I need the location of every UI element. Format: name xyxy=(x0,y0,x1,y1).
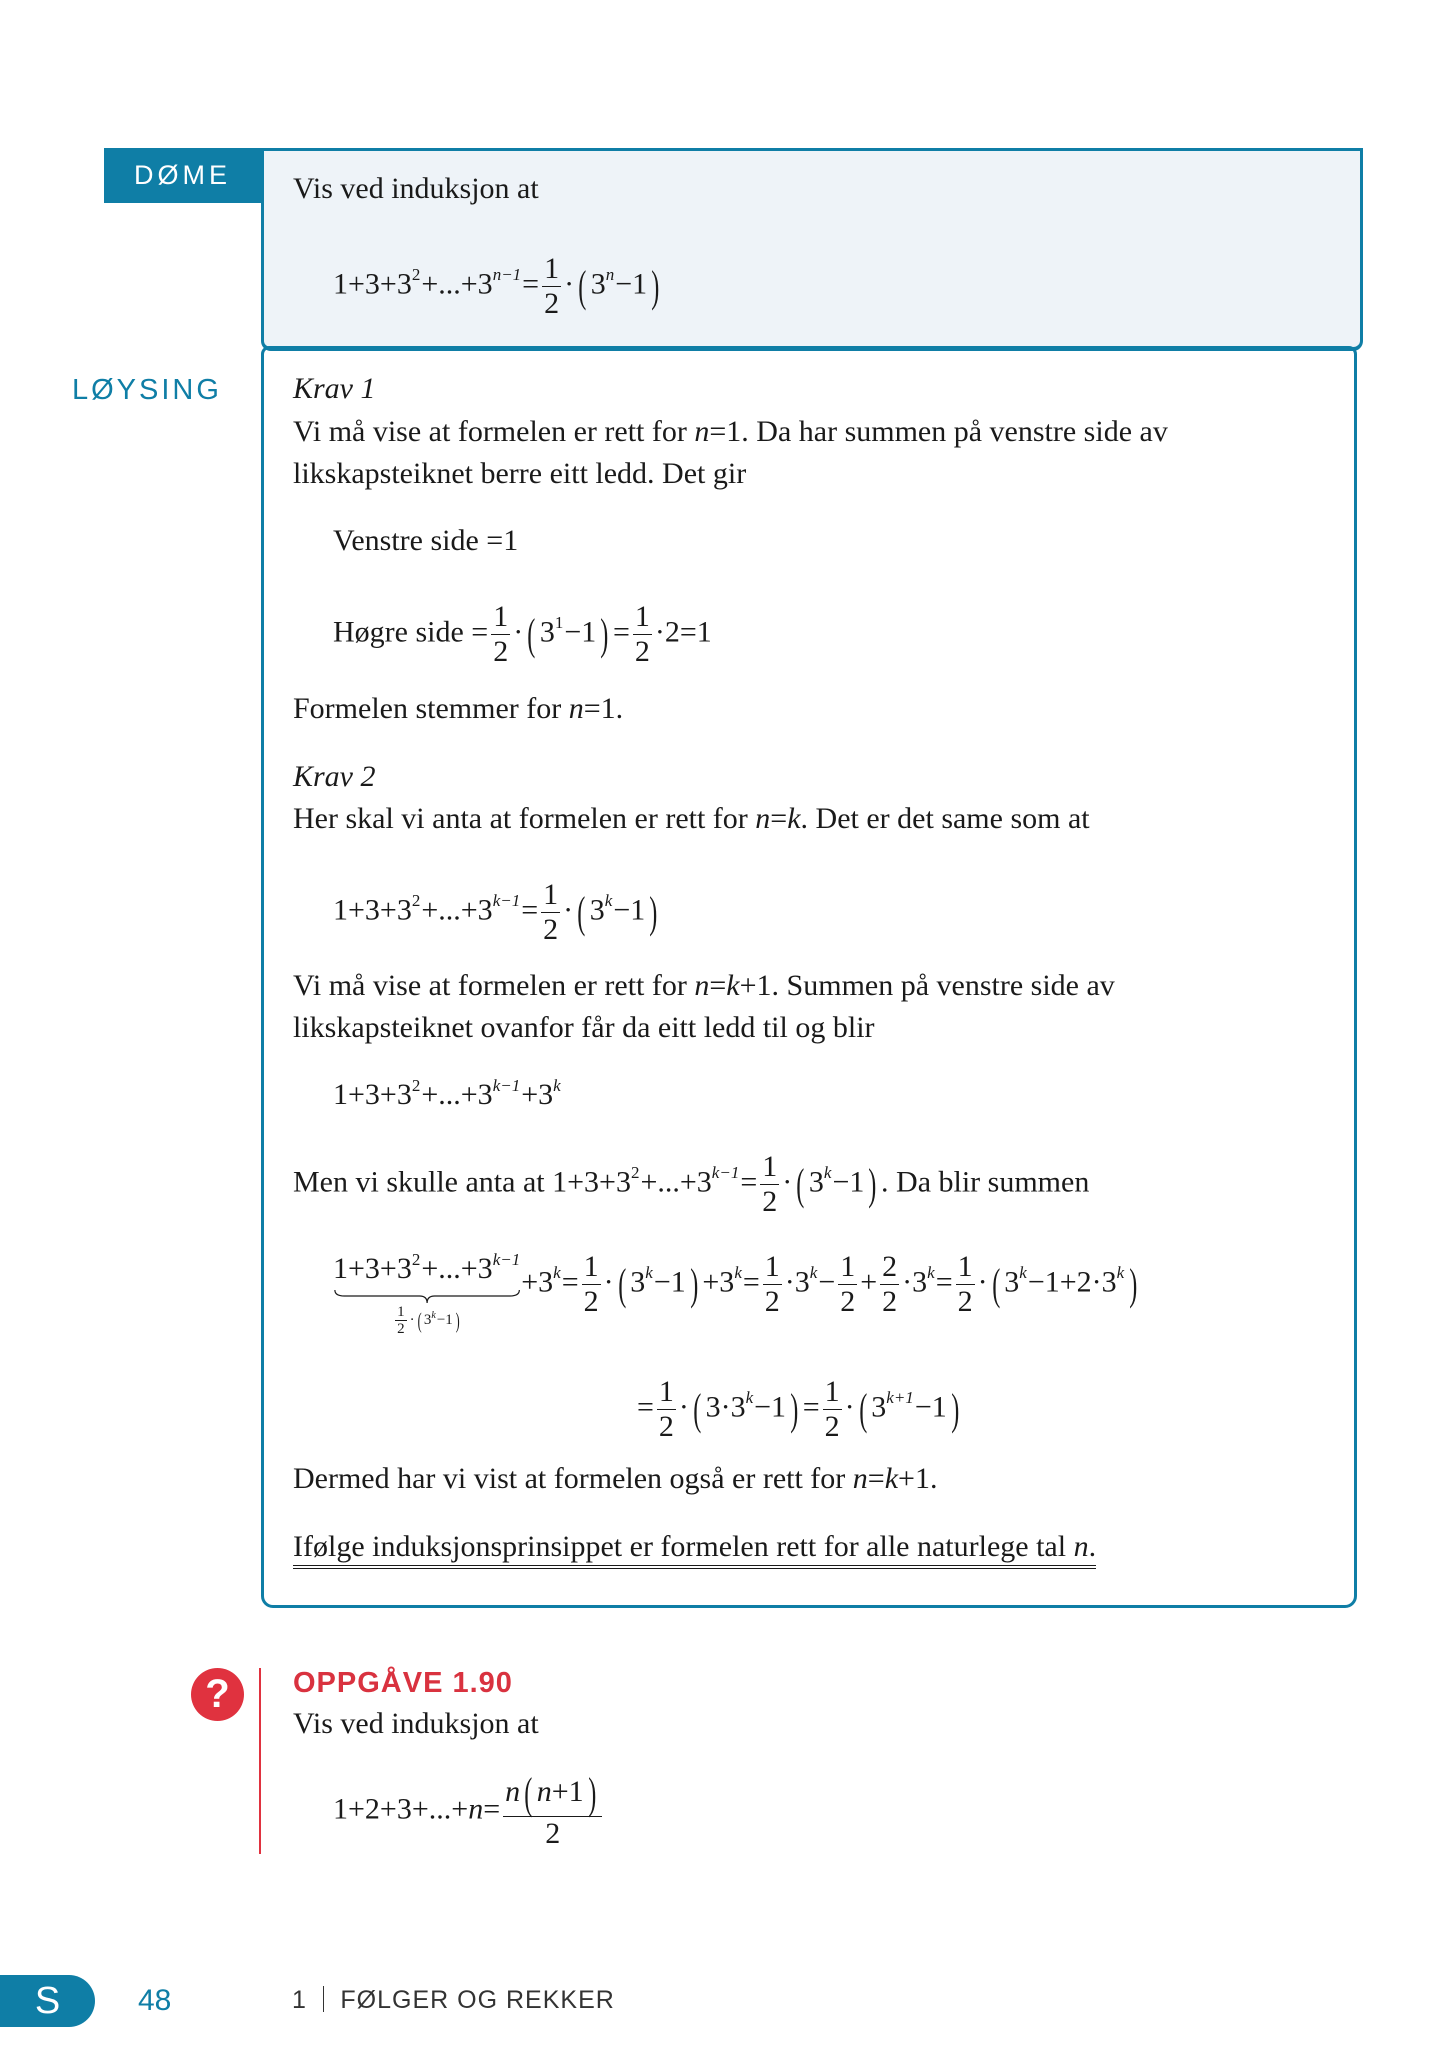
text-run: = xyxy=(740,1165,758,1199)
fraction xyxy=(541,878,560,947)
text-run: =1. Da har summen på venstre side av xyxy=(709,415,1168,448)
text-run: Vi må vise at formelen er rett for xyxy=(293,969,695,1002)
text-run: 1 xyxy=(957,1250,973,1283)
math-variable: k xyxy=(787,802,801,835)
exponent: k xyxy=(431,1309,436,1321)
exponent: 2 xyxy=(411,1250,421,1269)
text-run: 1 xyxy=(634,600,650,633)
text-run: 1+3+3 xyxy=(333,1078,412,1111)
text-run: 2 xyxy=(544,287,560,320)
text-run: =1. xyxy=(583,692,624,725)
parenthesis: ) xyxy=(1129,1259,1138,1309)
math-variable: Krav 2 xyxy=(293,760,376,793)
text-run: Vis ved induksjon at xyxy=(293,1707,539,1740)
parenthesis: ( xyxy=(524,1769,533,1818)
fraction xyxy=(763,1250,782,1319)
denominator xyxy=(659,1410,674,1444)
text-run: 2 xyxy=(658,1410,674,1443)
text-run: 2 xyxy=(762,1185,778,1218)
text-run: 1 xyxy=(762,1150,778,1183)
fraction xyxy=(633,600,652,669)
text-run: 3 xyxy=(630,1265,646,1299)
text-run: −1 xyxy=(613,893,646,927)
denominator xyxy=(958,1285,973,1319)
parenthesis: ( xyxy=(617,1259,626,1309)
text-run: Ifølge induksjonsprinsippet er formelen rett for alle naturlege tal xyxy=(293,1530,1074,1563)
text-run: Formelen stemmer for xyxy=(293,692,569,725)
fraction xyxy=(542,252,561,321)
text-run: 2 xyxy=(882,1285,898,1318)
text-run: likskapsteiknet berre eitt ledd. Det gir xyxy=(293,457,747,490)
text-run: · xyxy=(678,1390,689,1424)
text-run: +...+3 xyxy=(421,1078,493,1111)
text-run: 3 xyxy=(589,893,605,927)
chapter-title: FØLGER OG REKKER xyxy=(340,1986,615,2014)
text-run: 3 xyxy=(808,1165,824,1199)
math-variable: n xyxy=(694,415,710,448)
example-formula xyxy=(333,252,664,321)
formula-derivation-cont xyxy=(637,1375,963,1444)
text-run: · xyxy=(782,1165,793,1199)
text-run: = xyxy=(522,267,540,301)
numerator xyxy=(956,1250,975,1285)
parenthesis: ( xyxy=(693,1384,702,1434)
example-intro xyxy=(293,170,539,208)
left-side-eq xyxy=(333,522,518,560)
denominator xyxy=(840,1285,855,1319)
exponent: k xyxy=(823,1163,832,1183)
exponent: 2 xyxy=(411,265,421,285)
paragraph-line xyxy=(293,1009,875,1047)
text-run: = xyxy=(561,1265,579,1299)
text-run: 1+3+3 xyxy=(333,267,412,301)
text-run: = xyxy=(770,802,788,835)
text-run: 3 xyxy=(1004,1265,1020,1299)
paragraph-line xyxy=(293,413,1168,451)
math-variable: n xyxy=(505,1774,521,1808)
text-run: · xyxy=(977,1265,988,1299)
text-run: −1 xyxy=(564,615,597,649)
exponent: k xyxy=(553,1076,561,1095)
exponent: k+1 xyxy=(886,1388,914,1408)
numerator xyxy=(541,878,560,913)
formula xyxy=(333,1076,562,1114)
text-run: +1. Summen på venstre side av xyxy=(739,969,1115,1002)
text-run: −1+2·3 xyxy=(1027,1265,1117,1299)
denominator xyxy=(825,1410,840,1444)
text-run: Dermed har vi vist at formelen også er rett for xyxy=(293,1462,853,1495)
example-tag: DØME xyxy=(104,148,261,203)
parenthesis: ) xyxy=(587,1769,597,1818)
text-run: 3 xyxy=(539,615,555,649)
parenthesis: ) xyxy=(600,609,609,659)
text-run: = xyxy=(483,1792,501,1826)
text-run: 3 xyxy=(423,1311,432,1328)
text-run: 2 xyxy=(493,635,509,668)
parenthesis: ) xyxy=(868,1159,877,1209)
text-run: · xyxy=(513,615,524,649)
chapter-heading xyxy=(292,1986,615,2015)
text-run: −1 xyxy=(436,1311,453,1328)
chapter-number: 1 xyxy=(292,1986,307,2014)
text-run: +...+3 xyxy=(640,1165,712,1199)
exercise-divider xyxy=(259,1668,261,1854)
math-variable: n xyxy=(568,692,584,725)
paragraph-line xyxy=(293,967,1115,1005)
question-icon: ? xyxy=(191,1668,244,1721)
right-side-eq xyxy=(333,600,712,669)
parenthesis: ( xyxy=(417,1307,422,1333)
text-run: ·2=1 xyxy=(654,615,712,649)
formula-derivation xyxy=(333,1250,1142,1337)
text-run: = xyxy=(802,1390,820,1424)
parenthesis: ) xyxy=(790,1384,799,1434)
text-run: = xyxy=(935,1265,953,1299)
text-run: = xyxy=(867,1462,885,1495)
exponent: k xyxy=(1116,1263,1125,1283)
denominator xyxy=(493,635,508,669)
denominator xyxy=(762,1185,777,1219)
text-run: −1 xyxy=(914,1390,947,1424)
exponent: 2 xyxy=(411,1076,421,1095)
text-run: 2 xyxy=(397,1321,405,1337)
text-run: 1 xyxy=(583,1250,599,1283)
numerator xyxy=(657,1375,676,1410)
exponent: k−1 xyxy=(492,1076,521,1095)
text-run: 1 xyxy=(824,1375,840,1408)
text-run: Vi må vise at formelen er rett for xyxy=(293,415,695,448)
text-run: 1 xyxy=(840,1250,856,1283)
exponent: k xyxy=(1019,1263,1027,1283)
text-run: = xyxy=(637,1390,654,1424)
paragraph-line xyxy=(293,800,1090,838)
exponent: n−1 xyxy=(492,265,522,285)
exponent: k−1 xyxy=(492,1250,521,1269)
text-run: Høgre side = xyxy=(333,615,489,649)
numerator xyxy=(395,1304,407,1321)
text-run: ·3 xyxy=(784,1265,810,1299)
denominator xyxy=(765,1285,780,1319)
text-run: 2 xyxy=(583,1285,599,1318)
text-run: − xyxy=(818,1265,836,1299)
text-run: 1+3+3 xyxy=(333,893,412,927)
underbrace-group xyxy=(333,1250,521,1337)
denominator xyxy=(584,1285,599,1319)
paragraph-line xyxy=(293,455,746,493)
exercise-intro xyxy=(293,1705,539,1743)
text-run: = xyxy=(709,969,727,1002)
text-run: 1+3+3 xyxy=(333,1252,412,1285)
fraction xyxy=(395,1304,407,1337)
text-run: + xyxy=(860,1265,878,1299)
text-run: = xyxy=(612,615,630,649)
paragraph-line xyxy=(293,1460,937,1498)
text-run: 1 xyxy=(544,252,560,285)
text-run: · xyxy=(603,1265,614,1299)
text-run: +1. xyxy=(898,1462,938,1495)
text-run: 1 xyxy=(397,1304,405,1320)
exponent: k xyxy=(734,1263,742,1283)
text-run: +...+3 xyxy=(421,1252,493,1285)
parenthesis: ( xyxy=(858,1384,867,1434)
text-run: = xyxy=(742,1265,760,1299)
parenthesis: ) xyxy=(690,1259,699,1309)
text-run: +3 xyxy=(521,1265,554,1299)
numerator xyxy=(763,1250,782,1285)
numerator xyxy=(838,1250,857,1285)
denominator xyxy=(882,1285,897,1319)
text-run: +...+3 xyxy=(421,893,493,927)
text-run: · xyxy=(844,1390,855,1424)
exponent: 1 xyxy=(554,613,564,633)
text-run: Her skal vi anta at formelen er rett for xyxy=(293,802,756,835)
text-run: · xyxy=(563,893,574,927)
numerator xyxy=(491,600,510,635)
section-tab: S xyxy=(0,1975,95,2027)
parenthesis: ( xyxy=(796,1159,805,1209)
denominator xyxy=(545,1817,560,1851)
solution-label: LØYSING xyxy=(72,374,222,406)
text-run: Venstre side =1 xyxy=(333,524,519,557)
parenthesis: ( xyxy=(991,1259,1000,1309)
text-run: 1 xyxy=(493,600,509,633)
math-variable: n xyxy=(755,802,771,835)
exponent: k−1 xyxy=(492,891,521,911)
denominator xyxy=(543,913,558,947)
text-run: 2 xyxy=(882,1250,898,1283)
text-run: . Det er det same som at xyxy=(800,802,1090,835)
exponent: k xyxy=(645,1263,653,1283)
text-run: 1 xyxy=(543,878,559,911)
text-run: · xyxy=(564,267,575,301)
text-run: +1 xyxy=(551,1774,584,1808)
conclusion xyxy=(293,1528,1096,1566)
text-run: 2 xyxy=(764,1285,780,1318)
exponent: k−1 xyxy=(711,1163,740,1183)
numerator xyxy=(503,1769,602,1818)
text-run: 3 xyxy=(871,1390,887,1424)
fraction xyxy=(491,600,510,669)
krav1-heading xyxy=(293,370,376,408)
parenthesis: ) xyxy=(649,887,658,937)
text-run: 2 xyxy=(543,913,559,946)
text-run: 3 xyxy=(590,267,606,301)
denominator xyxy=(397,1321,405,1337)
numerator xyxy=(633,600,652,635)
numerator xyxy=(760,1150,779,1185)
math-variable: n xyxy=(694,969,710,1002)
text-run: = xyxy=(521,893,539,927)
numerator xyxy=(880,1250,899,1285)
denominator xyxy=(544,287,559,321)
numerator xyxy=(823,1375,842,1410)
text-run: −1 xyxy=(615,267,648,301)
parenthesis: ( xyxy=(578,261,587,311)
parenthesis: ( xyxy=(527,609,536,659)
parenthesis: ) xyxy=(651,261,660,311)
exercise-title: OPPGÅVE 1.90 xyxy=(293,1667,513,1699)
text-run: 3·3 xyxy=(705,1390,746,1424)
conclusion-text xyxy=(293,1530,1096,1569)
text-run: likskapsteiknet ovanfor får da eitt ledd til og blir xyxy=(293,1011,875,1044)
formula xyxy=(333,878,662,947)
fraction xyxy=(760,1150,779,1219)
text-run: −1 xyxy=(653,1265,686,1299)
text-run: ·3 xyxy=(902,1265,928,1299)
denominator xyxy=(635,635,650,669)
text-run: 2 xyxy=(824,1410,840,1443)
exponent: k xyxy=(745,1388,754,1408)
underbrace-icon xyxy=(333,1288,521,1304)
text-run: +...+3 xyxy=(421,267,493,301)
text-run: Men vi skulle anta at 1+3+3 xyxy=(293,1165,631,1199)
numerator xyxy=(582,1250,601,1285)
text-run: 1+2+3+...+ xyxy=(333,1792,469,1826)
underbrace-label xyxy=(392,1304,462,1337)
text-run: · xyxy=(409,1311,415,1328)
page-number: 48 xyxy=(138,1984,172,2017)
text-run: . Da blir summen xyxy=(881,1165,1090,1199)
exponent: 2 xyxy=(411,891,421,911)
exponent: k xyxy=(927,1263,935,1283)
text-run: +3 xyxy=(702,1265,735,1299)
math-variable: n xyxy=(468,1792,484,1826)
fraction xyxy=(838,1250,857,1319)
exponent: k xyxy=(553,1263,561,1283)
fraction xyxy=(880,1250,899,1319)
fraction xyxy=(582,1250,601,1319)
fraction xyxy=(956,1250,975,1319)
fraction xyxy=(823,1375,842,1444)
text-run: Vis ved induksjon at xyxy=(293,172,539,205)
parenthesis: ) xyxy=(455,1307,460,1333)
chapter-separator xyxy=(323,1986,325,2012)
text-run: 2 xyxy=(545,1817,561,1850)
math-variable: n xyxy=(536,1774,552,1808)
paragraph-line xyxy=(293,1150,1089,1219)
exercise-formula xyxy=(333,1769,605,1851)
exponent: k xyxy=(809,1263,818,1283)
text-run: 1 xyxy=(764,1250,780,1283)
math-variable: k xyxy=(726,969,740,1002)
math-variable: k xyxy=(884,1462,899,1495)
text-run: 2 xyxy=(634,635,650,668)
text-run: 1 xyxy=(658,1375,674,1408)
text-run: . xyxy=(1088,1530,1097,1563)
krav2-heading xyxy=(293,758,376,796)
math-variable: Krav 1 xyxy=(293,372,376,405)
paragraph-line xyxy=(293,690,623,728)
text-run: 2 xyxy=(957,1285,973,1318)
fraction xyxy=(503,1769,602,1851)
text-run: 2 xyxy=(840,1285,856,1318)
underbrace-body xyxy=(333,1250,521,1288)
text-run: +3 xyxy=(521,1078,554,1111)
exponent: 2 xyxy=(630,1163,640,1183)
text-run: −1 xyxy=(754,1390,787,1424)
parenthesis: ( xyxy=(577,887,586,937)
parenthesis: ) xyxy=(951,1384,960,1434)
exponent: n xyxy=(605,265,615,285)
text-run: −1 xyxy=(832,1165,865,1199)
fraction xyxy=(657,1375,676,1444)
numerator xyxy=(542,252,561,287)
exponent: k xyxy=(604,891,613,911)
math-variable: n xyxy=(1073,1530,1089,1563)
math-variable: n xyxy=(852,1462,868,1495)
